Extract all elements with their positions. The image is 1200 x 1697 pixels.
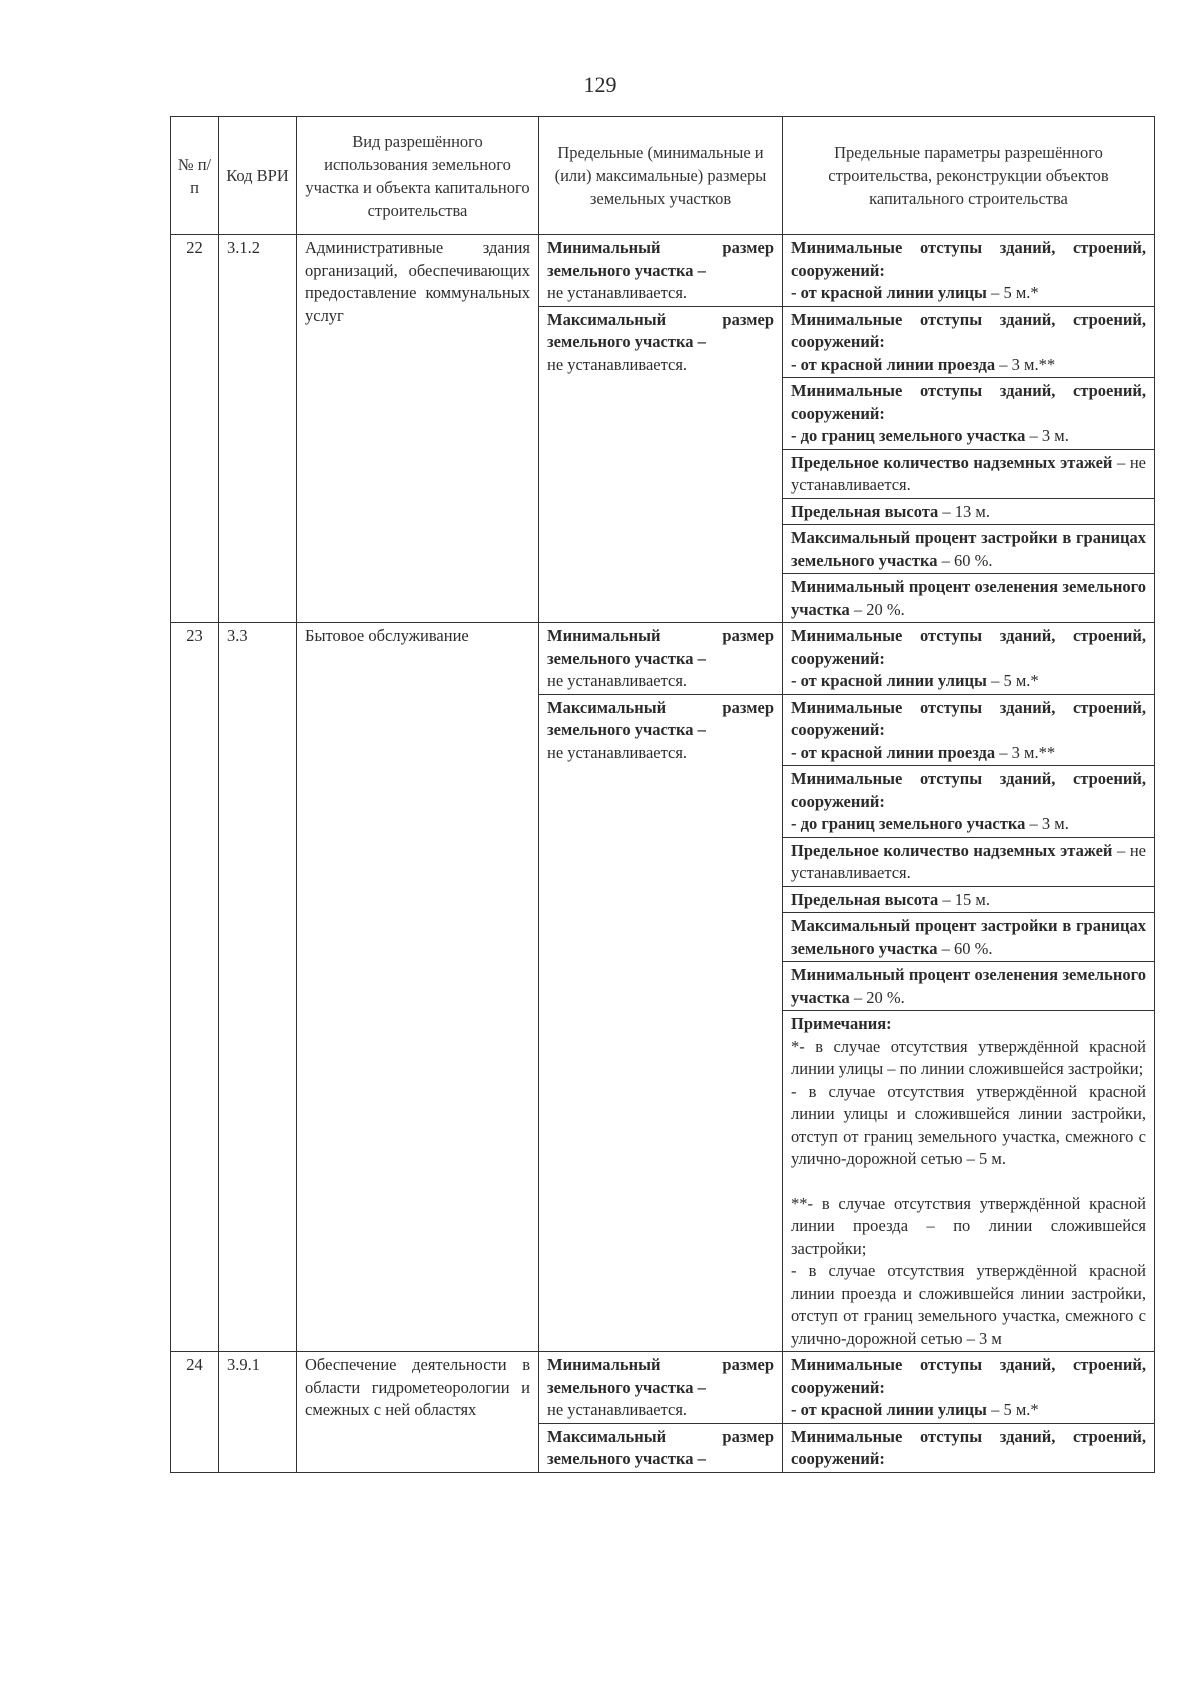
param-cell: [783, 1423, 1155, 1472]
param-label: Предельная высота: [791, 501, 939, 521]
min-size-value: не устанавливается.: [547, 1400, 688, 1419]
param-label: Предельная высота: [791, 889, 939, 909]
param-cell: [783, 886, 1155, 913]
param-cell: [783, 837, 1155, 886]
param-value: – 3 м.: [1025, 814, 1069, 833]
param-value: – 15 м.: [938, 889, 990, 909]
param-value: – 13 м.: [938, 501, 990, 521]
page-number: 129: [583, 72, 617, 97]
param-cell: [783, 235, 1155, 307]
param-value: – 5 м.*: [986, 283, 1039, 302]
row-number: 22: [171, 235, 219, 623]
zoning-table: [170, 116, 1155, 1473]
use-kind: Бытовое обслуживание: [297, 623, 539, 1352]
max-size-value: не устанавливается.: [547, 742, 688, 762]
param-cell: [783, 525, 1155, 574]
param-cell: [783, 766, 1155, 838]
param-cell: [783, 913, 1155, 962]
param-value: – 5 м.*: [986, 671, 1039, 690]
note-text: *- в случае отсутствия утверждённой красной линии улицы – по линии сложившейся застройки;: [791, 1036, 1146, 1078]
param-cell: [783, 962, 1155, 1011]
param-label: Минимальные отступы зданий, строений, сооружений:: [791, 1426, 1146, 1468]
param-value: – 60 %.: [937, 550, 993, 570]
header-params: Предельные параметры разрешённого строительства, реконструкции объектов капитального строительства: [783, 117, 1155, 235]
notes-title: Примечания:: [791, 1014, 892, 1033]
max-size-value: не устанавливается.: [547, 354, 688, 374]
param-label: Минимальные отступы зданий, строений, сооружений:: [791, 769, 1146, 811]
max-size-label: Максимальный размер земельного участка –: [547, 309, 774, 351]
header-size: Предельные (минимальные и (или) максимальные) размеры земельных участков: [539, 117, 783, 235]
max-size-cell: [539, 694, 783, 1352]
param-value: – 20 %.: [849, 987, 905, 1007]
param-value: – 3 м.**: [995, 354, 1056, 374]
header-code: Код ВРИ: [219, 117, 297, 235]
param-label: Минимальные отступы зданий, строений, сооружений:: [791, 626, 1146, 668]
use-kind: Обеспечение деятельности в области гидрометеорологии и смежных с ней областях: [297, 1352, 539, 1473]
vri-code: 3.1.2: [219, 235, 297, 623]
param-sublabel: - от красной линии улицы: [791, 671, 987, 690]
param-label: Минимальные отступы зданий, строений, сооружений:: [791, 697, 1146, 739]
param-cell: [783, 1352, 1155, 1424]
param-cell: [783, 449, 1155, 498]
vri-code: 3.9.1: [219, 1352, 297, 1473]
min-size-cell: [539, 235, 783, 307]
param-value: – 5 м.*: [986, 1400, 1039, 1419]
table-row: [171, 235, 1155, 307]
param-label: Минимальный процент озеленения земельного участка: [791, 965, 1146, 1007]
param-cell: [783, 498, 1155, 525]
max-size-label: Максимальный размер земельного участка –: [547, 1426, 774, 1468]
param-sublabel: - от красной линии улицы: [791, 1400, 987, 1419]
param-cell: [783, 694, 1155, 766]
table-row: [171, 1352, 1155, 1424]
notes-cell: [783, 1011, 1155, 1352]
param-label: Предельное количество надземных этажей: [791, 452, 1113, 472]
header-kind: Вид разрешённого использования земельного участка и объекта капитального строительства: [297, 117, 539, 235]
param-label: Максимальный процент застройки в границах земельного участка: [791, 916, 1146, 958]
row-number: 24: [171, 1352, 219, 1473]
min-size-value: не устанавливается.: [547, 283, 688, 302]
min-size-cell: [539, 623, 783, 695]
param-sublabel: - от красной линии улицы: [791, 283, 987, 302]
param-value: – не устанавливается.: [791, 840, 1146, 882]
max-size-label: Максимальный размер земельного участка –: [547, 697, 774, 739]
param-label: Минимальный процент озеленения земельного участка: [791, 577, 1146, 619]
param-sublabel: - от красной линии проезда: [791, 742, 996, 762]
min-size-cell: [539, 1352, 783, 1424]
min-size-label: Минимальный размер земельного участка –: [547, 238, 774, 280]
table-row: [171, 623, 1155, 695]
header-num: № п/п: [171, 117, 219, 235]
param-label: Минимальные отступы зданий, строений, сооружений:: [791, 381, 1146, 423]
note-text: - в случае отсутствия утверждённой красной линии улицы и сложившейся линии застройки, отступ от границ земельного участка, смежного с улично-дорожной сетью – 5 м.: [791, 1081, 1146, 1168]
min-size-label: Минимальный размер земельного участка –: [547, 626, 774, 668]
row-number: 23: [171, 623, 219, 1352]
param-value: – не устанавливается.: [791, 452, 1146, 494]
param-cell: [783, 623, 1155, 695]
min-size-value: не устанавливается.: [547, 671, 688, 690]
param-sublabel: - до границ земельного участка: [791, 426, 1026, 445]
param-sublabel: - от красной линии проезда: [791, 354, 996, 374]
param-label: Минимальные отступы зданий, строений, сооружений:: [791, 1355, 1146, 1397]
min-size-label: Минимальный размер земельного участка –: [547, 1355, 774, 1397]
param-label: Минимальные отступы зданий, строений, сооружений:: [791, 309, 1146, 351]
param-value: – 3 м.: [1025, 426, 1069, 445]
param-label: Минимальные отступы зданий, строений, сооружений:: [791, 238, 1146, 280]
param-cell: [783, 378, 1155, 450]
param-sublabel: - до границ земельного участка: [791, 814, 1026, 833]
vri-code: 3.3: [219, 623, 297, 1352]
param-label: Предельное количество надземных этажей: [791, 840, 1113, 860]
note-text: **- в случае отсутствия утверждённой красной линии проезда – по линии сложившейся застройки;: [791, 1193, 1146, 1258]
param-value: – 20 %.: [849, 599, 905, 619]
param-value: – 3 м.**: [995, 742, 1056, 762]
param-value: – 60 %.: [937, 938, 993, 958]
max-size-cell: [539, 1423, 783, 1472]
max-size-cell: [539, 306, 783, 623]
param-label: Максимальный процент застройки в границах земельного участка: [791, 528, 1146, 570]
table-header-row: [171, 117, 1155, 235]
use-kind: Административные здания организаций, обеспечивающих предоставление коммунальных услуг: [297, 235, 539, 623]
param-cell: [783, 574, 1155, 623]
note-text: - в случае отсутствия утверждённой красной линии проезда и сложившейся линии застройки, отступ от границ земельного участка, смежного с улично-дорожной сетью – 3 м: [791, 1261, 1146, 1348]
param-cell: [783, 306, 1155, 378]
